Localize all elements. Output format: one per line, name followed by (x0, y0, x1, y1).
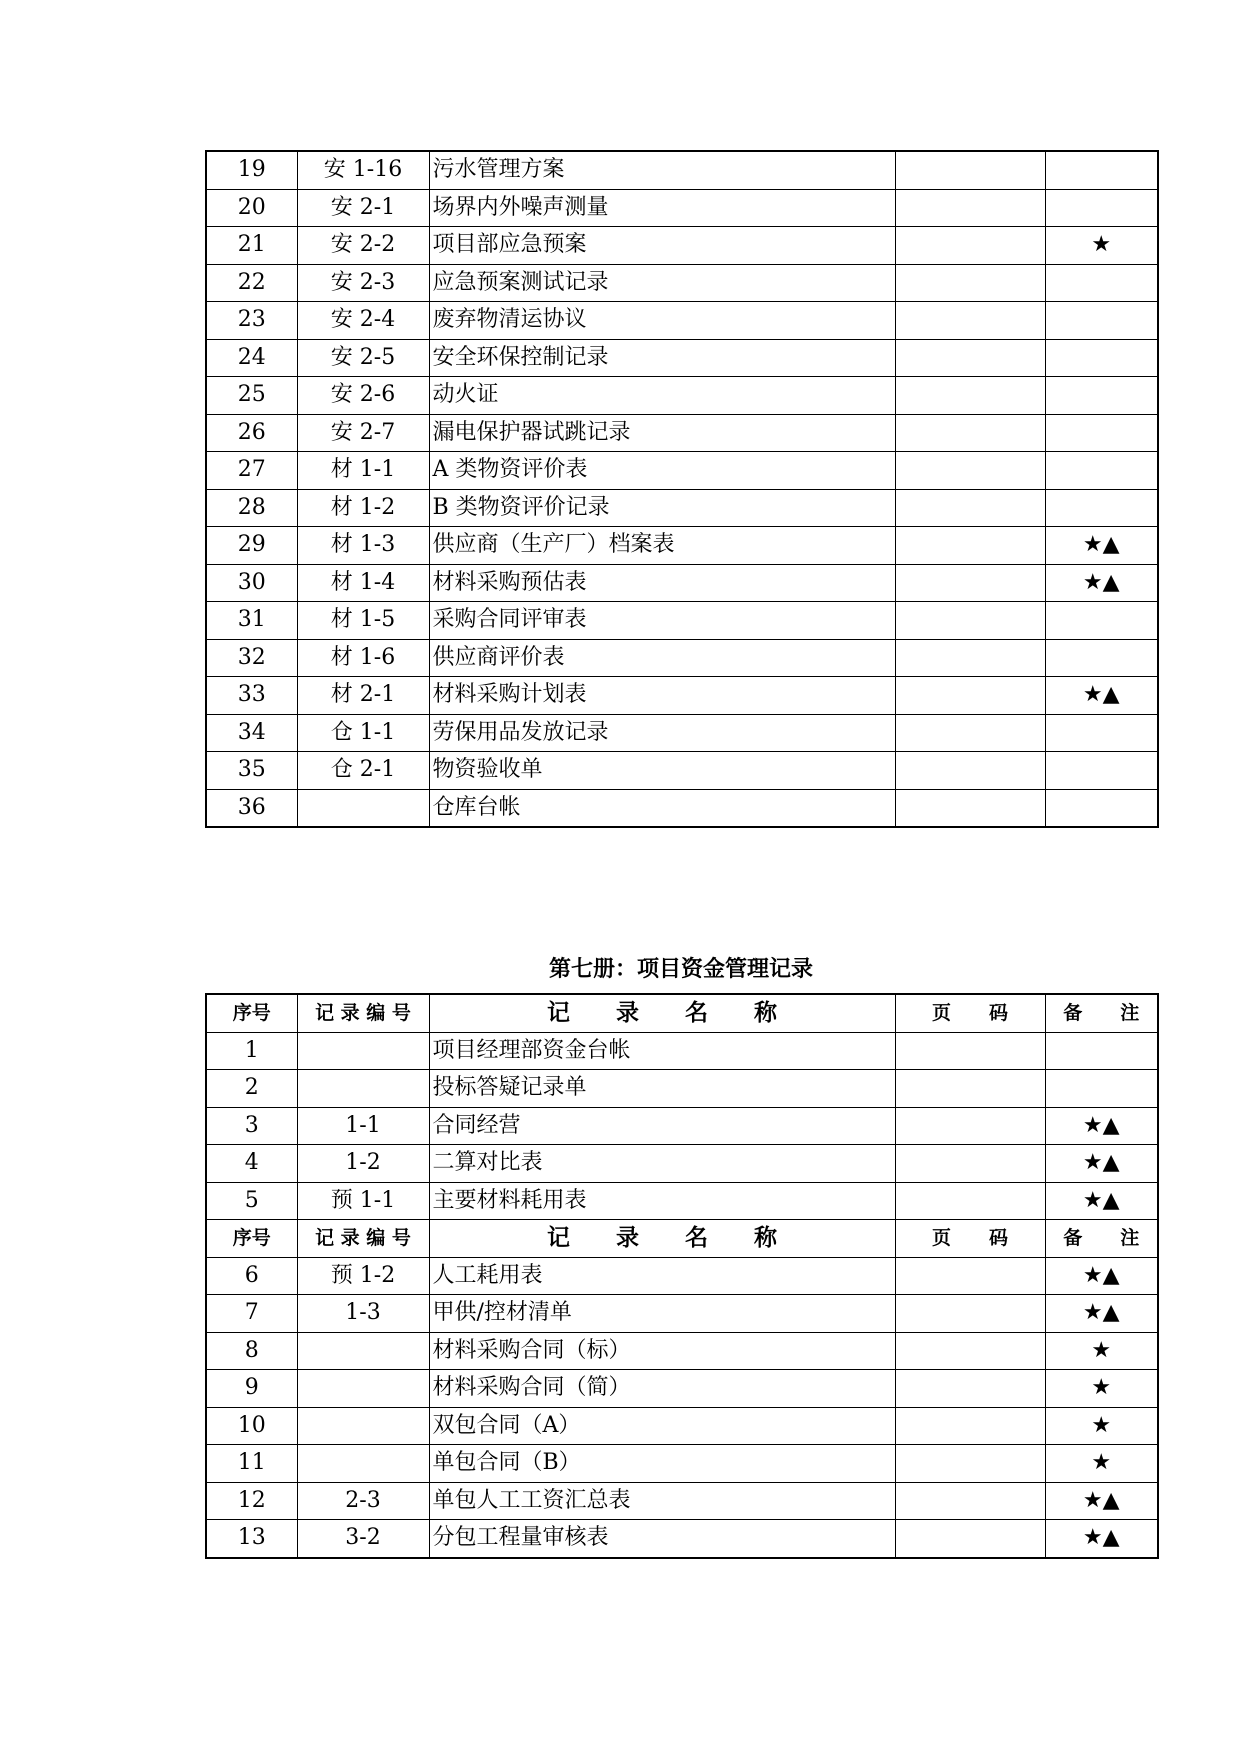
table-row (206, 1332, 1158, 1370)
record-name: 漏电保护器试跳记录 (429, 414, 895, 452)
record-name: 投标答疑记录单 (429, 1070, 895, 1108)
remark (1045, 339, 1158, 377)
record-code: 1-2 (297, 1145, 429, 1183)
table-row (206, 602, 1158, 640)
record-name: 污水管理方案 (429, 151, 895, 189)
table-header-row (206, 1220, 1158, 1258)
row-number: 36 (206, 789, 297, 827)
remark: ★▲ (1045, 677, 1158, 715)
row-number: 6 (206, 1257, 297, 1295)
remark (1045, 452, 1158, 490)
remark: ★▲ (1045, 1145, 1158, 1183)
page-number (895, 189, 1045, 227)
row-number: 10 (206, 1407, 297, 1445)
record-name: 主要材料耗用表 (429, 1182, 895, 1220)
table-row (206, 264, 1158, 302)
page-number (895, 452, 1045, 490)
record-name: 劳保用品发放记录 (429, 714, 895, 752)
table-row (206, 789, 1158, 827)
remark: ★▲ (1045, 1257, 1158, 1295)
record-code: 安 2-3 (297, 264, 429, 302)
row-number: 3 (206, 1107, 297, 1145)
page-number (895, 414, 1045, 452)
record-code: 安 2-4 (297, 302, 429, 340)
remark: ★▲ (1045, 1182, 1158, 1220)
row-number: 9 (206, 1370, 297, 1408)
row-number: 7 (206, 1295, 297, 1333)
page-number (895, 339, 1045, 377)
record-code (297, 789, 429, 827)
record-code: 1-3 (297, 1295, 429, 1333)
table-row (206, 1482, 1158, 1520)
page-number (895, 264, 1045, 302)
record-name: 供应商（生产厂）档案表 (429, 527, 895, 565)
page-number (895, 1445, 1045, 1483)
record-name: 物资验收单 (429, 752, 895, 790)
remark: ★ (1045, 1445, 1158, 1483)
row-number: 23 (206, 302, 297, 340)
records-table-2 (205, 993, 1159, 1559)
row-number: 26 (206, 414, 297, 452)
table-row (206, 1182, 1158, 1220)
record-name: 动火证 (429, 377, 895, 415)
record-code (297, 1370, 429, 1408)
record-name: 合同经营 (429, 1107, 895, 1145)
page-number (895, 1482, 1045, 1520)
record-name: 单包人工工资汇总表 (429, 1482, 895, 1520)
record-name: 项目经理部资金台帐 (429, 1032, 895, 1070)
table-row (206, 1070, 1158, 1108)
remark (1045, 264, 1158, 302)
record-code: 预 1-2 (297, 1257, 429, 1295)
header-page: 页 码 (895, 994, 1045, 1032)
table-row (206, 377, 1158, 415)
remark (1045, 151, 1158, 189)
page-number (895, 752, 1045, 790)
row-number: 21 (206, 227, 297, 265)
page-number (895, 1145, 1045, 1183)
page-number (895, 1295, 1045, 1333)
row-number: 33 (206, 677, 297, 715)
row-number: 25 (206, 377, 297, 415)
section-title: 第七册：项目资金管理记录 (548, 957, 813, 982)
page-number (895, 227, 1045, 265)
record-code: 安 2-5 (297, 339, 429, 377)
row-number: 24 (206, 339, 297, 377)
table-row (206, 527, 1158, 565)
table-row (206, 414, 1158, 452)
table-row (206, 639, 1158, 677)
row-number: 8 (206, 1332, 297, 1370)
remark: ★▲ (1045, 1295, 1158, 1333)
record-code (297, 1070, 429, 1108)
record-name: 供应商评价表 (429, 639, 895, 677)
header-no: 序号 (206, 994, 297, 1032)
remark: ★▲ (1045, 1482, 1158, 1520)
row-number: 19 (206, 151, 297, 189)
record-name: 人工耗用表 (429, 1257, 895, 1295)
record-name: 仓库台帐 (429, 789, 895, 827)
remark (1045, 789, 1158, 827)
record-name: 双包合同（A） (429, 1407, 895, 1445)
remark (1045, 1032, 1158, 1070)
record-name: 材料采购预估表 (429, 564, 895, 602)
table-row (206, 1445, 1158, 1483)
table-row (206, 339, 1158, 377)
record-code: 2-3 (297, 1482, 429, 1520)
remark (1045, 302, 1158, 340)
record-name: 材料采购合同（简） (429, 1370, 895, 1408)
row-number: 1 (206, 1032, 297, 1070)
record-code: 仓 2-1 (297, 752, 429, 790)
remark: ★▲ (1045, 1107, 1158, 1145)
record-code: 材 1-6 (297, 639, 429, 677)
record-name: 场界内外噪声测量 (429, 189, 895, 227)
table-row (206, 302, 1158, 340)
remark (1045, 414, 1158, 452)
page-number (895, 302, 1045, 340)
record-name: A 类物资评价表 (429, 452, 895, 490)
records-table-1 (205, 150, 1159, 828)
page-number (895, 1107, 1045, 1145)
row-number: 32 (206, 639, 297, 677)
remark (1045, 639, 1158, 677)
remark (1045, 752, 1158, 790)
records-table-2-body (206, 994, 1158, 1558)
table-row (206, 564, 1158, 602)
row-number: 12 (206, 1482, 297, 1520)
record-name: 采购合同评审表 (429, 602, 895, 640)
row-number: 2 (206, 1070, 297, 1108)
record-code: 材 1-5 (297, 602, 429, 640)
remark: ★▲ (1045, 1520, 1158, 1558)
record-code: 安 2-6 (297, 377, 429, 415)
remark: ★ (1045, 1370, 1158, 1408)
remark (1045, 602, 1158, 640)
table-row (206, 1295, 1158, 1333)
record-name: 废弃物清运协议 (429, 302, 895, 340)
header-remark: 备 注 (1045, 994, 1158, 1032)
row-number: 27 (206, 452, 297, 490)
record-code: 预 1-1 (297, 1182, 429, 1220)
page-number (895, 377, 1045, 415)
remark: ★ (1045, 1407, 1158, 1445)
header-remark: 备 注 (1045, 1220, 1158, 1258)
page-number (895, 1070, 1045, 1108)
page-number (895, 639, 1045, 677)
page-number (895, 489, 1045, 527)
record-code: 安 1-16 (297, 151, 429, 189)
record-name: 分包工程量审核表 (429, 1520, 895, 1558)
page-number (895, 602, 1045, 640)
record-name: B 类物资评价记录 (429, 489, 895, 527)
table-row (206, 452, 1158, 490)
table-row (206, 1107, 1158, 1145)
record-code (297, 1407, 429, 1445)
row-number: 11 (206, 1445, 297, 1483)
record-code: 安 2-2 (297, 227, 429, 265)
page-number (895, 1182, 1045, 1220)
table-row (206, 714, 1158, 752)
table-row (206, 1257, 1158, 1295)
table-row (206, 227, 1158, 265)
table-header-row (206, 994, 1158, 1032)
row-number: 34 (206, 714, 297, 752)
row-number: 28 (206, 489, 297, 527)
remark: ★▲ (1045, 527, 1158, 565)
record-code: 材 1-2 (297, 489, 429, 527)
row-number: 29 (206, 527, 297, 565)
table-row (206, 1032, 1158, 1070)
page-number (895, 151, 1045, 189)
remark (1045, 1070, 1158, 1108)
record-code: 安 2-7 (297, 414, 429, 452)
page-number (895, 1257, 1045, 1295)
remark: ★ (1045, 227, 1158, 265)
remark: ★▲ (1045, 564, 1158, 602)
row-number: 5 (206, 1182, 297, 1220)
page-number (895, 789, 1045, 827)
record-name: 单包合同（B） (429, 1445, 895, 1483)
record-code (297, 1332, 429, 1370)
record-name: 安全环保控制记录 (429, 339, 895, 377)
table-row (206, 677, 1158, 715)
record-name: 项目部应急预案 (429, 227, 895, 265)
row-number: 13 (206, 1520, 297, 1558)
row-number: 31 (206, 602, 297, 640)
page-number (895, 1407, 1045, 1445)
record-code: 1-1 (297, 1107, 429, 1145)
record-code: 仓 1-1 (297, 714, 429, 752)
record-code: 材 1-3 (297, 527, 429, 565)
record-name: 应急预案测试记录 (429, 264, 895, 302)
remark: ★ (1045, 1332, 1158, 1370)
record-code (297, 1445, 429, 1483)
record-code: 安 2-1 (297, 189, 429, 227)
record-code: 材 1-4 (297, 564, 429, 602)
page-number (895, 1332, 1045, 1370)
record-name: 材料采购计划表 (429, 677, 895, 715)
page-number (895, 677, 1045, 715)
record-code: 材 2-1 (297, 677, 429, 715)
remark (1045, 489, 1158, 527)
row-number: 20 (206, 189, 297, 227)
table-row (206, 1370, 1158, 1408)
header-no: 序号 (206, 1220, 297, 1258)
header-code: 记 录 编 号 (297, 994, 429, 1032)
table-row (206, 1520, 1158, 1558)
record-code: 3-2 (297, 1520, 429, 1558)
row-number: 22 (206, 264, 297, 302)
table-row (206, 189, 1158, 227)
row-number: 4 (206, 1145, 297, 1183)
table-row (206, 1407, 1158, 1445)
page-number (895, 1032, 1045, 1070)
remark (1045, 189, 1158, 227)
table-row (206, 752, 1158, 790)
header-name: 记 录 名 称 (429, 1220, 895, 1258)
page-number (895, 1370, 1045, 1408)
record-name: 材料采购合同（标） (429, 1332, 895, 1370)
page-number (895, 1520, 1045, 1558)
table-row (206, 151, 1158, 189)
header-page: 页 码 (895, 1220, 1045, 1258)
header-name: 记 录 名 称 (429, 994, 895, 1032)
remark (1045, 714, 1158, 752)
table-row (206, 489, 1158, 527)
record-name: 甲供/控材清单 (429, 1295, 895, 1333)
record-code: 材 1-1 (297, 452, 429, 490)
row-number: 30 (206, 564, 297, 602)
header-code: 记 录 编 号 (297, 1220, 429, 1258)
record-name: 二算对比表 (429, 1145, 895, 1183)
table-row (206, 1145, 1158, 1183)
remark (1045, 377, 1158, 415)
page-number (895, 564, 1045, 602)
records-table-1-body (206, 151, 1158, 827)
page-number (895, 527, 1045, 565)
page-number (895, 714, 1045, 752)
row-number: 35 (206, 752, 297, 790)
record-code (297, 1032, 429, 1070)
